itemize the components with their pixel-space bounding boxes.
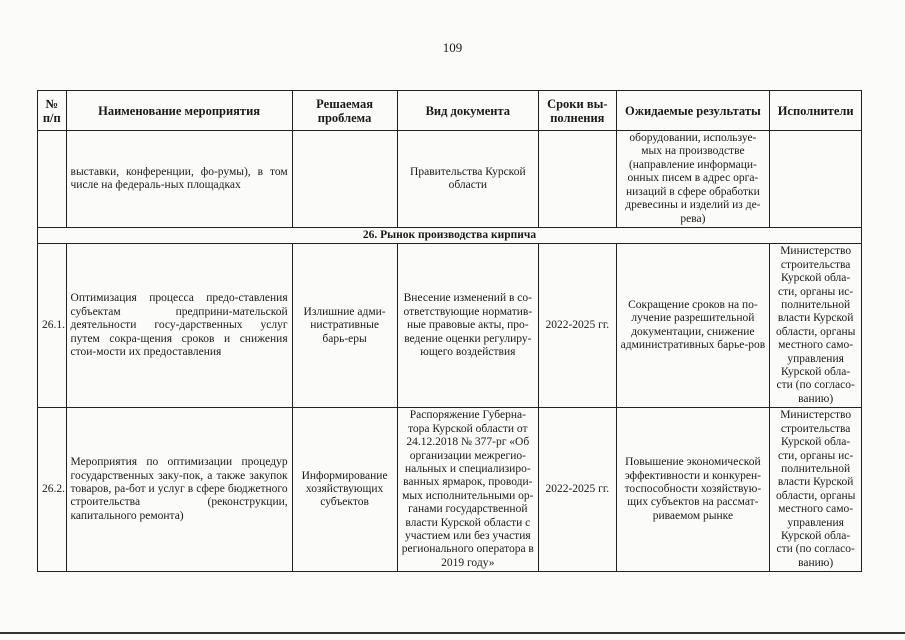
header-results: Ожидаемые результаты bbox=[616, 91, 770, 131]
cell-problem bbox=[292, 131, 397, 228]
header-terms: Сроки вы-полнения bbox=[539, 91, 616, 131]
table-row bbox=[38, 408, 862, 572]
table-header-row bbox=[38, 91, 862, 131]
cell-results: оборудовании, используе-мых на производстве (направление информаци-онных писем в адрес орга-низаций в сфере обработки древесины и изделий из де-рева) bbox=[616, 131, 770, 228]
cell-num bbox=[38, 131, 67, 228]
cell-executors bbox=[770, 131, 862, 228]
cell-terms: 2022-2025 гг. bbox=[539, 244, 616, 408]
page-bottom-border bbox=[0, 632, 905, 634]
measures-table bbox=[37, 90, 862, 572]
page-number: 109 bbox=[442, 40, 463, 55]
cell-problem: Информирование хозяйствующих субъектов bbox=[292, 408, 397, 572]
cell-executors: Министерство строительства Курской обла-сти, органы ис-полнительной власти Курской области, органы местного само-управления Курской обла-сти (по согласо-ванию) bbox=[770, 408, 862, 572]
cell-num: 26.1. bbox=[38, 244, 67, 408]
table-row bbox=[38, 244, 862, 408]
header-name: Наименование мероприятия bbox=[66, 91, 292, 131]
section-row bbox=[38, 228, 862, 244]
cell-problem: Излишние адми-нистративные барь-еры bbox=[292, 244, 397, 408]
header-num: № п/п bbox=[38, 91, 67, 131]
cell-results: Повышение экономической эффективности и конкурен-тоспособности хозяйствую-щих субъектов на рассмат-риваемом рынке bbox=[616, 408, 770, 572]
cell-doc-type: Распоряжение Губерна-тора Курской области от 24.12.2018 № 377-рг «Об организации межрегио-нальных и специализиро-ванных ярмарок, проводи-мых исполнительными ор-ганами государственной власти Курской области с участием или без участия регионального оператора в 2019 году» bbox=[397, 408, 539, 572]
section-title: 26. Рынок производства кирпича bbox=[38, 228, 862, 244]
cell-results: Сокращение сроков на по-лучение разрешительной документации, снижение административных барье-ров bbox=[616, 244, 770, 408]
cell-executors: Министерство строительства Курской обла-сти, органы ис-полнительной власти Курской области, органы местного само-управления Курской обла-сти (по согласо-ванию) bbox=[770, 244, 862, 408]
cell-doc-type: Внесение изменений в со-ответствующие норматив-ные правовые акты, про-ведение оценки регулиру-ющего воздействия bbox=[397, 244, 539, 408]
cell-terms: 2022-2025 гг. bbox=[539, 408, 616, 572]
cell-name: выставки, конференции, фо-румы), в том числе на федераль-ных площадках bbox=[66, 131, 292, 228]
table-row-continuation bbox=[38, 131, 862, 228]
cell-num: 26.2. bbox=[38, 408, 67, 572]
cell-name: Оптимизация процесса предо-ставления субъектам предприни-мательской деятельности госу-дарственных услуг путем сокра-щения сроков и снижения стои-мости их предоставления bbox=[66, 244, 292, 408]
cell-name: Мероприятия по оптимизации процедур государственных заку-пок, а также закупок товаров, ра-бот и услуг в сфере бюджетного строительства (реконструкции, капитального ремонта) bbox=[66, 408, 292, 572]
header-executors: Исполнители bbox=[770, 91, 862, 131]
cell-doc-type: Правительства Курской области bbox=[397, 131, 539, 228]
cell-terms bbox=[539, 131, 616, 228]
header-doc-type: Вид документа bbox=[397, 91, 539, 131]
header-problem: Решаемая проблема bbox=[292, 91, 397, 131]
